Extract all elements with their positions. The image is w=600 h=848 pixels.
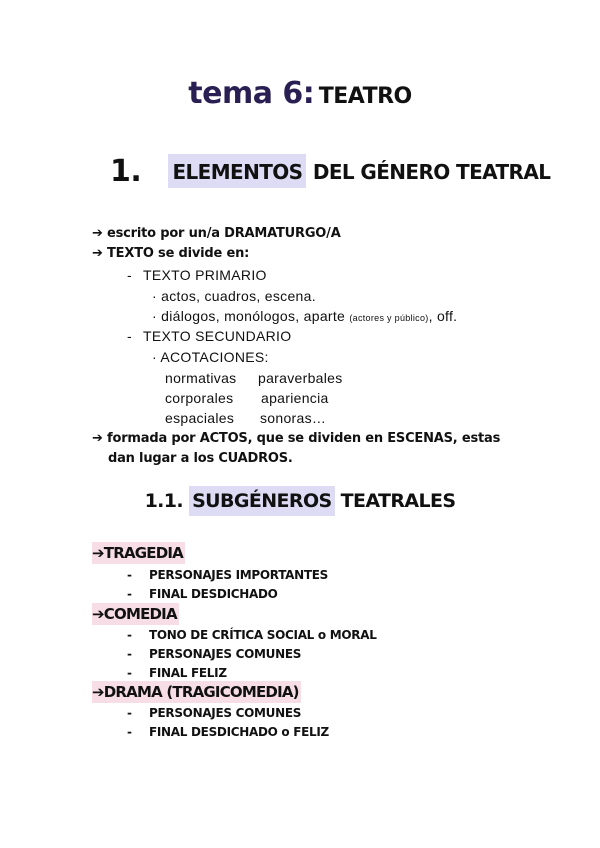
arrow-icon: ➔: [92, 605, 104, 623]
acotacion-item: paraverbales: [258, 370, 343, 386]
page-title: [0, 76, 600, 111]
subgenre-label: COMEDIA: [103, 605, 177, 623]
section-number: 1.1.: [144, 490, 184, 512]
texto-secundario-label: TEXTO SECUNDARIO: [142, 328, 292, 344]
section-number: 1.: [110, 154, 142, 189]
acotacion-item: corporales: [165, 390, 234, 406]
subgenre-item: - FINAL DESDICHADO: [127, 587, 278, 601]
subgenre-tragedia: [92, 544, 185, 563]
subgenre-comedia: [92, 605, 179, 624]
subgenre-item: - FINAL DESDICHADO o FELIZ: [127, 725, 329, 739]
section-title-rest: TEATRALES: [334, 490, 456, 512]
list-item-actos-cont: dan lugar a los CUADROS.: [108, 451, 293, 466]
primario-detail-2-note: (actores y público): [349, 313, 429, 323]
subgenre-item: - FINAL FELIZ: [127, 666, 227, 680]
list-item-dramaturgo: ➔ escrito por un/a DRAMATURGO/A: [92, 226, 341, 241]
title-main: TEATRO: [318, 84, 412, 109]
list-item-texto-secundario: [127, 326, 291, 346]
section-heading-1-1: [0, 490, 600, 512]
primario-detail-2-main: · diálogos, monólogos, aparte: [152, 308, 350, 324]
subgenre-drama: [92, 683, 301, 702]
section-title-rest: DEL GÉNERO TEATRAL: [306, 160, 551, 184]
acotacion-item: apariencia: [261, 390, 329, 406]
list-item-texto: ➔ TEXTO se divide en:: [92, 246, 250, 261]
arrow-icon: ➔: [92, 683, 104, 701]
subgenre-item: - PERSONAJES IMPORTANTES: [127, 568, 329, 582]
title-prefix: tema 6:: [188, 76, 315, 111]
primario-detail-2: [152, 306, 457, 328]
subgenre-label: DRAMA (TRAGICOMEDIA): [103, 683, 299, 701]
texto-primario-label: TEXTO PRIMARIO: [142, 267, 267, 283]
list-item-actos: ➔ formada por ACTOS, que se dividen en ESCENAS, estas: [92, 431, 501, 446]
section-highlight: SUBGÉNEROS: [189, 486, 335, 516]
subgenre-item: - TONO DE CRÍTICA SOCIAL o MORAL: [127, 628, 377, 642]
acotacion-item: normativas: [165, 370, 237, 386]
section-heading-1: [110, 154, 550, 189]
subgenre-item: - PERSONAJES COMUNES: [127, 706, 302, 720]
acotacion-item: espaciales: [165, 410, 235, 426]
acotaciones-label: · ACOTACIONES:: [152, 349, 269, 365]
list-item-texto-primario: [127, 265, 267, 285]
subgenre-item: - PERSONAJES COMUNES: [127, 647, 302, 661]
primario-detail-1: · actos, cuadros, escena.: [152, 288, 316, 304]
dash: -: [127, 328, 132, 344]
acotacion-item: sonoras…: [260, 410, 327, 426]
arrow-icon: ➔: [92, 544, 104, 562]
subgenre-label: TRAGEDIA: [103, 544, 183, 562]
primario-detail-2-end: , off.: [428, 308, 458, 324]
dash: -: [127, 267, 132, 283]
section-highlight: ELEMENTOS: [168, 154, 306, 188]
